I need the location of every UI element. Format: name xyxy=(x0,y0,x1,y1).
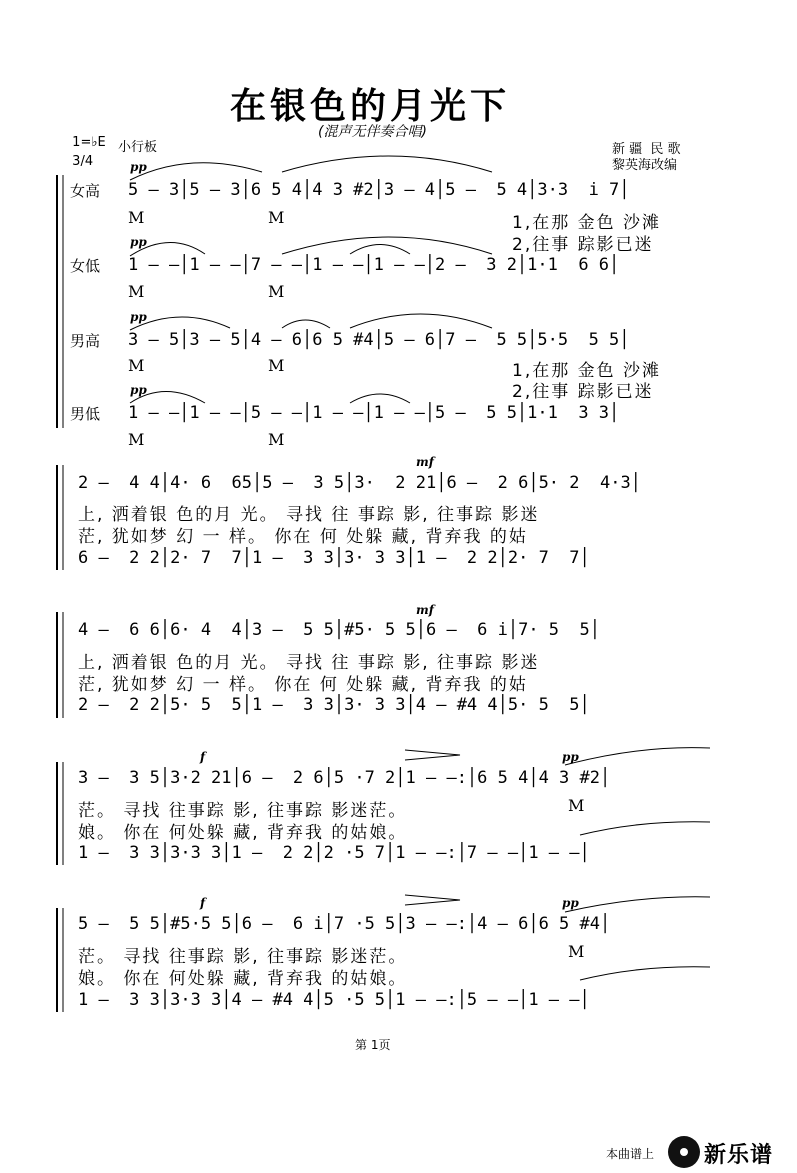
bass-m-1: M xyxy=(128,430,145,449)
system2-lyric-2: 茫, 犹如梦 幻 一 样。 你在 何 处躲 藏, 背弃我 的姑 xyxy=(78,527,528,547)
meter-label: 3/4 xyxy=(72,154,94,169)
part-soprano: 女高 xyxy=(70,182,101,200)
tenor-lyric-1: 1,在那 金色 沙滩 xyxy=(512,361,662,381)
system4-m: M xyxy=(568,796,585,815)
subtitle: (混声无伴奏合唱) xyxy=(318,124,427,140)
part-alto: 女低 xyxy=(70,257,101,275)
tenor-notes: 3 – 5│3 – 5│4 – 6│6 5 #4│5 – 6│7 – 5 5│5·5 5 5│ xyxy=(128,330,630,350)
dynamic-pp: pp xyxy=(562,896,579,910)
system4-lyric-1: 茫。 寻找 往事踪 影, 往事踪 影迷茫。 xyxy=(78,801,408,821)
brand-logo: 新乐谱 xyxy=(704,1143,774,1168)
dynamic-f: f xyxy=(200,750,206,764)
dynamic-pp: pp xyxy=(130,235,147,249)
key-label: 1=♭E xyxy=(72,135,106,150)
key-signature xyxy=(62,112,106,169)
credit-line-2: 黎英海改编 xyxy=(612,158,678,173)
system3-lower-notes: 2 – 2 2│5· 5 5│1 – 3 3│3· 3 3│4 – #4 4│5· 5 5│ xyxy=(78,695,590,715)
part-bass: 男低 xyxy=(70,405,101,423)
dynamic-pp: pp xyxy=(130,160,147,174)
alto-m-1: M xyxy=(128,282,145,301)
system2-lower-notes: 6 – 2 2│2· 7 7│1 – 3 3│3· 3 3│1 – 2 2│2· 7 7│ xyxy=(78,548,590,568)
tenor-m-1: M xyxy=(128,356,145,375)
dynamic-f: f xyxy=(200,896,206,910)
system3-lyric-1: 上, 洒着银 色的月 光。 寻找 往 事踪 影, 往事踪 影迷 xyxy=(78,653,540,673)
system3-upper-notes: 4 – 6 6│6· 4 4│3 – 5 5│#5· 5 5│6 – 6 i│7· 5 5│ xyxy=(78,620,600,640)
system2-upper-notes: 2 – 4 4│4· 6 65│5 – 3 5│3· 2 21│6 – 2 6│5· 2 4·3│ xyxy=(78,473,641,493)
system5-lyric-1: 茫。 寻找 往事踪 影, 往事踪 影迷茫。 xyxy=(78,947,408,967)
system3-lyric-2: 茫, 犹如梦 幻 一 样。 你在 何 处躲 藏, 背弃我 的姑 xyxy=(78,675,528,695)
system4-lower-notes: 1 – 3 3│3·3 3│1 – 2 2│2 ·5 7│1 – –:│7 – –│1 – –│ xyxy=(78,843,590,863)
dynamic-pp: pp xyxy=(562,750,579,764)
soprano-lyric-2: 2,往事 踪影已迷 xyxy=(512,235,654,255)
alto-m-2: M xyxy=(268,282,285,301)
system5-lyric-2: 娘。 你在 何处躲 藏, 背弃我 的姑娘。 xyxy=(78,969,408,989)
system4-lyric-2: 娘。 你在 何处躲 藏, 背弃我 的姑娘。 xyxy=(78,823,408,843)
logo-disc-icon xyxy=(668,1136,700,1168)
part-tenor: 男高 xyxy=(70,332,101,350)
system4-upper-notes: 3 – 3 5│3·2 21│6 – 2 6│5 ·7 2│1 – –:│6 5 4│4 3 #2│ xyxy=(78,768,611,788)
page-number: 第 1页 xyxy=(355,1038,391,1052)
soprano-notes: 5 – 3│5 – 3│6 5 4│4 3 #2│3 – 4│5 – 5 4│3·3 i 7│ xyxy=(128,180,630,200)
system5-m: M xyxy=(568,942,585,961)
alto-notes: 1 – –│1 – –│7 – –│1 – –│1 – –│2 – 3 2│1·1 6 6│ xyxy=(128,255,620,275)
bass-notes: 1 – –│1 – –│5 – –│1 – –│1 – –│5 – 5 5│1·1 3 3│ xyxy=(128,403,620,423)
tenor-m-2: M xyxy=(268,356,285,375)
soprano-m-2: M xyxy=(268,208,285,227)
credit-line-1: 新 疆 民 歌 xyxy=(612,142,681,157)
bass-m-2: M xyxy=(268,430,285,449)
soprano-m-1: M xyxy=(128,208,145,227)
system2-lyric-1: 上, 洒着银 色的月 光。 寻找 往 事踪 影, 往事踪 影迷 xyxy=(78,505,540,525)
footer-text: 本曲谱上 xyxy=(606,1147,655,1161)
system5-lower-notes: 1 – 3 3│3·3 3│4 – #4 4│5 ·5 5│1 – –:│5 – –│1 – –│ xyxy=(78,990,590,1010)
tenor-lyric-2: 2,往事 踪影已迷 xyxy=(512,382,654,402)
dynamic-mf: mf xyxy=(416,455,434,469)
soprano-lyric-1: 1,在那 金色 沙滩 xyxy=(512,213,662,233)
page-title: 在银色的月光下 xyxy=(230,85,511,127)
dynamic-pp: pp xyxy=(130,383,147,397)
dynamic-mf: mf xyxy=(416,603,434,617)
tempo-marking: 小行板 xyxy=(118,140,158,155)
system5-upper-notes: 5 – 5 5│#5·5 5│6 – 6 i│7 ·5 5│3 – –:│4 – 6│6 5 #4│ xyxy=(78,914,611,934)
dynamic-pp: pp xyxy=(130,310,147,324)
